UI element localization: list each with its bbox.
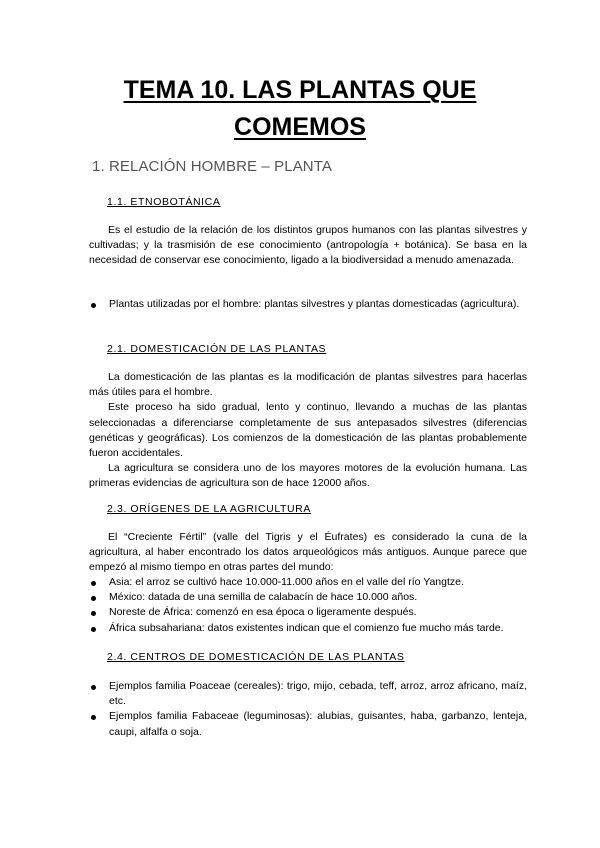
subheading-centros: 2.4. CENTROS DE DOMESTICACIÓN DE LAS PLANTAS bbox=[107, 651, 405, 663]
bullet-icon bbox=[91, 715, 96, 720]
paragraphs-domesticacion bbox=[89, 370, 527, 492]
paragraph: La domesticación de las plantas es la modificación de plantas silvestres para hacerlas más útiles para el hombre. bbox=[89, 371, 527, 399]
list-item bbox=[89, 605, 527, 620]
page-title: TEMA 10. LAS PLANTAS QUE COMEMOS bbox=[123, 76, 477, 141]
list-item bbox=[89, 297, 527, 312]
list-item bbox=[89, 575, 527, 590]
list-item-text: Ejemplos familia Poaceae (cereales): trigo, mijo, cebada, teff, arroz, arroz africano, maíz, etc. bbox=[109, 680, 527, 708]
subheading-etnobotanica: 1.1. ETNOBOTÁNICA bbox=[107, 196, 221, 208]
list-item bbox=[89, 590, 527, 605]
bullet-icon bbox=[91, 611, 96, 616]
bullet-icon bbox=[91, 627, 96, 632]
list-item bbox=[89, 621, 527, 636]
subheading-domesticacion: 2.1. DOMESTICACIÓN DE LAS PLANTAS bbox=[107, 343, 327, 355]
paragraph: Este proceso ha sido gradual, lento y continuo, llevando a muchas de las plantas seleccionadas a diferenciarse completamente de sus antepasados silvestres (diferencias genéticas y geográficas). Los comienzos de la domesticación de las plantas probablemente fueron accidentales. bbox=[89, 401, 527, 460]
paragraph: El “Creciente Fértil” (valle del Tigris y el Éufrates) es considerado la cuna de la agricultura, al haber encontrado los datos arqueológicos más antiguos. Aunque parece que empezó al mismo tiempo en otras partes del mundo: bbox=[89, 531, 527, 574]
list-item-text: África subsahariana: datos existentes indican que el comienzo fue mucho más tarde. bbox=[109, 621, 504, 634]
bullet-icon bbox=[91, 581, 96, 586]
section-heading: 1. RELACIÓN HOMBRE – PLANTA bbox=[92, 158, 332, 175]
bullet-icon bbox=[91, 303, 96, 308]
bullet-icon bbox=[91, 685, 96, 690]
paragraph: Es el estudio de la relación de los distintos grupos humanos con las plantas silvestres y cultivadas; y la trasmisión de ese conocimiento (antropología + botánica). Se basa en la necesidad de conservar ese conocimiento, ligado a la biodiversidad a menudo amenazada. bbox=[89, 224, 527, 267]
list-item-text: Noreste de África: comenzó en esa época o ligeramente después. bbox=[109, 606, 417, 619]
bullet-icon bbox=[91, 596, 96, 601]
subheading-origenes: 2.3. ORÍGENES DE LA AGRICULTURA bbox=[107, 503, 311, 515]
list-item-text: Plantas utilizadas por el hombre: plantas silvestres y plantas domesticadas (agricultura). bbox=[109, 298, 520, 310]
list-item bbox=[89, 679, 527, 709]
paragraph-origenes bbox=[89, 530, 527, 576]
list-origenes bbox=[89, 575, 527, 636]
list-item bbox=[89, 709, 527, 739]
list-item-text: Ejemplos familia Fabaceae (leguminosas): alubias, guisantes, haba, garbanzo, lenteja, caupi, alfalfa o soja. bbox=[109, 710, 527, 738]
list-item-text: México: datada de una semilla de calabacín de hace 10.000 años. bbox=[109, 591, 418, 604]
paragraph: La agricultura se considera uno de los mayores motores de la evolución humana. Las primeras evidencias de agricultura son de hace 12000 años. bbox=[89, 462, 527, 490]
list-centros bbox=[89, 679, 527, 740]
list-item-text: Asia: el arroz se cultivó hace 10.000-11.000 años en el valle del río Yangtze. bbox=[109, 576, 464, 588]
paragraph-etnobotanica bbox=[89, 223, 527, 269]
list-etnobotanica bbox=[89, 297, 527, 312]
